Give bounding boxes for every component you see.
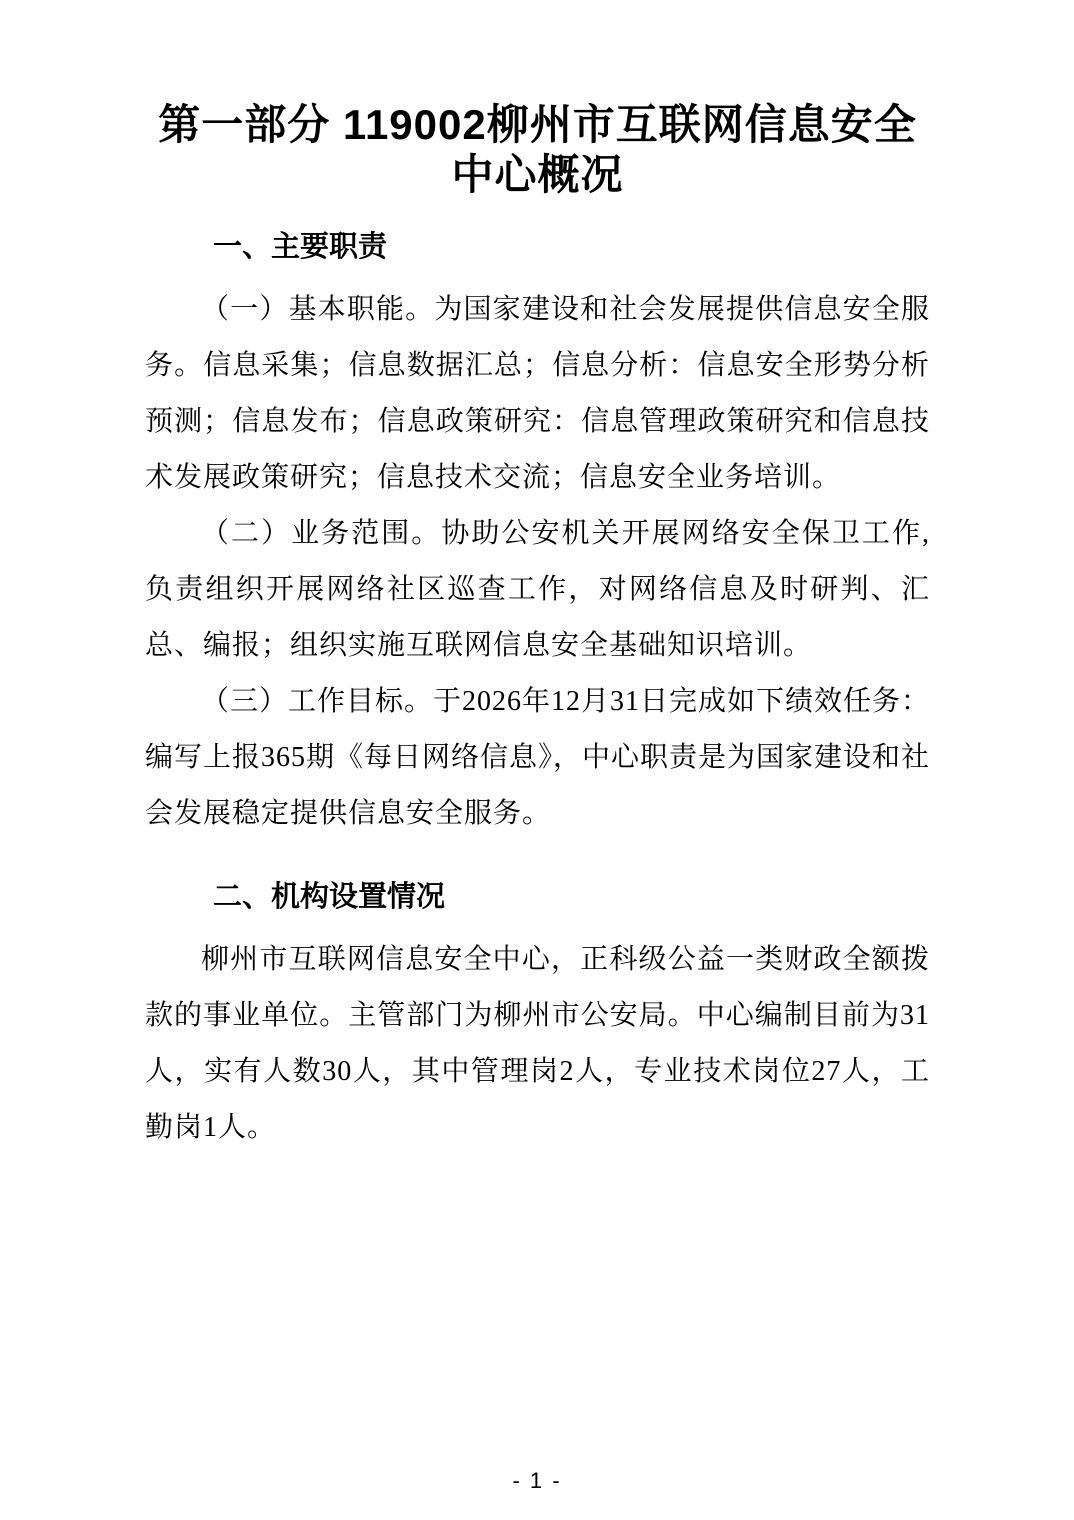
section-heading-main-duties: 一、主要职责: [213, 231, 388, 263]
section-organization-setup: [145, 880, 930, 1156]
section-body: [145, 282, 930, 842]
paragraph-business-scope: （二）业务范围。协助公安机关开展网络安全保卫工作,负责组织开展网络社区巡查工作，对网络信息及时研判、汇总、编报；组织实施互联网信息安全基础知识培训。: [145, 518, 930, 661]
page-number: - 1 -: [512, 1468, 562, 1493]
page-title: 第一部分 119002柳州市互联网信息安全中心概况: [158, 101, 917, 198]
paragraph-basic-functions: （一）基本职能。为国家建设和社会发展提供信息安全服务。信息采集；信息数据汇总；信息分析：信息安全形势分析预测；信息发布；信息政策研究：信息管理政策研究和信息技术发展政策研究；信息技术交流；信息安全业务培训。: [145, 294, 930, 493]
paragraph-work-goals: （三）工作目标。于2026年12月31日完成如下绩效任务：编写上报365期《每日网络信息》，中心职责是为国家建设和社会发展稳定提供信息安全服务。: [145, 686, 931, 829]
section-main-duties: [145, 230, 930, 842]
section-heading-organization-setup: 二、机构设置情况: [213, 881, 446, 913]
section-body: [145, 932, 930, 1156]
paragraph-organization-details: 柳州市互联网信息安全中心，正科级公益一类财政全额拨款的事业单位。主管部门为柳州市公安局。中心编制目前为31人，实有人数30人，其中管理岗2人，专业技术岗位27人，工勤岗1人。: [145, 944, 930, 1143]
